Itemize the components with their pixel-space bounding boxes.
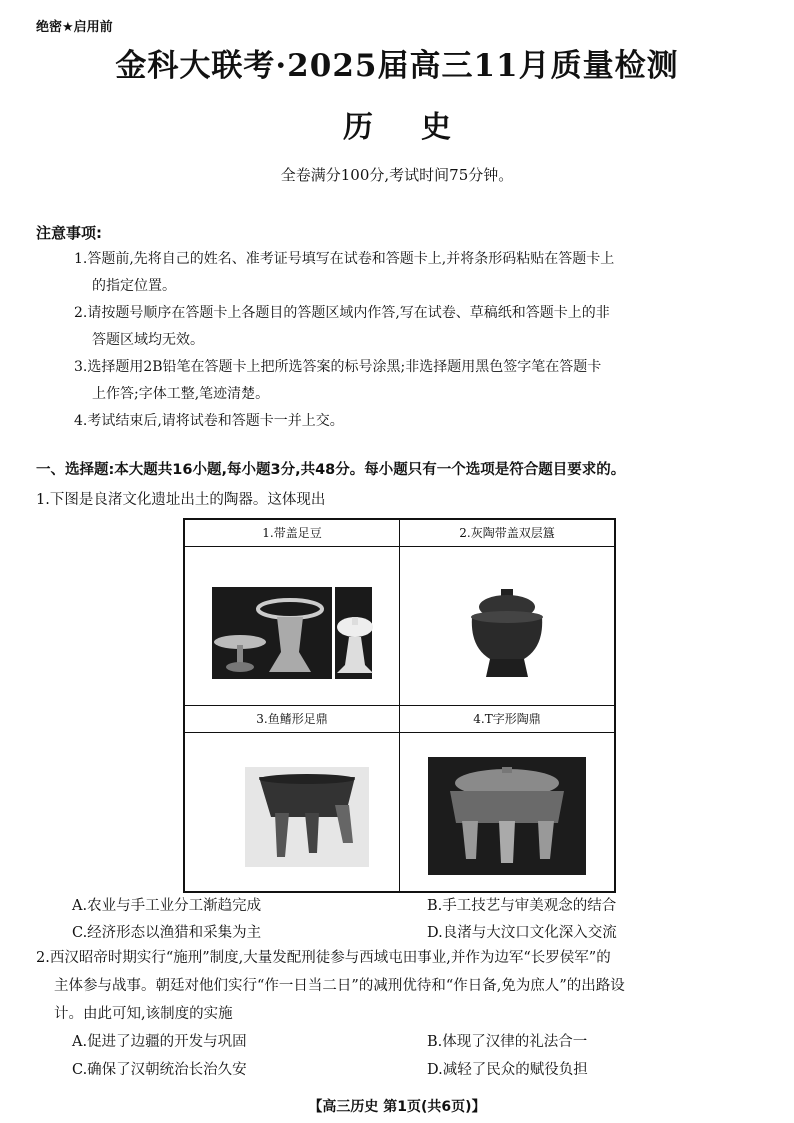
notice-item: 3.选择题用2B铅笔在答题卡上把所选答案的标号涂黑;非选择题用黑色签字笔在答题卡 [74, 359, 602, 375]
option-c[interactable]: C.确保了汉朝统治长治久安 [72, 1062, 247, 1078]
notice-item: 1.答题前,先将自己的姓名、准考证号填写在试卷和答题卡上,并将条形码粘贴在答题卡上 [74, 251, 615, 267]
pottery-image-dou [185, 547, 399, 705]
subject-title: 历史 [343, 110, 499, 145]
option-a[interactable]: A.农业与手工业分工渐趋完成 [72, 898, 262, 914]
question-1-options [72, 894, 762, 950]
confidential-label: 绝密★启用前 [36, 20, 113, 35]
question-2-stem [36, 944, 766, 1028]
question-2-options [72, 1030, 762, 1086]
figure-caption: 2.灰陶带盖双层簋 [400, 520, 614, 547]
page-footer: 【高三历史 第1页(共6页)】 [308, 1099, 486, 1115]
option-a[interactable]: A.促进了边疆的开发与巩固 [72, 1034, 247, 1050]
score-time-info: 全卷满分100分,考试时间75分钟。 [280, 166, 514, 184]
pottery-image-t-ding [400, 733, 614, 891]
exam-title: 金科大联考·2025届高三11月质量检测 [115, 48, 679, 84]
notice-item-cont: 上作答;字体工整,笔迹清楚。 [92, 386, 270, 402]
notice-list [74, 246, 764, 435]
option-d[interactable]: D.减轻了民众的赋役负担 [427, 1062, 588, 1078]
pottery-figure [183, 518, 616, 893]
notice-item-cont: 的指定位置。 [92, 278, 176, 294]
option-b[interactable]: B.手工技艺与审美观念的结合 [427, 898, 617, 914]
figure-caption: 4.T字形陶鼎 [400, 706, 614, 733]
notice-item-cont: 答题区域均无效。 [92, 332, 204, 348]
question-2-line: 主体参与战事。朝廷对他们实行“作一日当二日”的减刑优待和“作日备,免为庶人”的出路设 [54, 978, 625, 994]
question-2-line: 2.西汉昭帝时期实行“施刑”制度,大量发配刑徒参与西域屯田事业,并作为边军“长罗侯军”的 [36, 950, 611, 966]
figure-caption: 1.带盖足豆 [185, 520, 399, 547]
question-1-stem: 1.下图是良渚文化遗址出土的陶器。这体现出 [36, 492, 326, 508]
notice-heading: 注意事项: [36, 224, 102, 242]
question-2-line: 计。由此可知,该制度的实施 [54, 1006, 233, 1022]
pottery-image-fin-ding [185, 733, 399, 891]
notice-item: 4.考试结束后,请将试卷和答题卡一并上交。 [74, 413, 344, 429]
option-c[interactable]: C.经济形态以渔猎和采集为主 [72, 925, 262, 941]
figure-caption: 3.鱼鳍形足鼎 [185, 706, 399, 733]
notice-item: 2.请按题号顺序在答题卡上各题目的答题区域内作答,写在试卷、草稿纸和答题卡上的非 [74, 305, 610, 321]
section-heading: 一、选择题:本大题共16小题,每小题3分,共48分。每小题只有一个选项是符合题目要求的。 [36, 462, 626, 478]
option-d[interactable]: D.良渚与大汶口文化深入交流 [427, 925, 617, 941]
pottery-image-gui [400, 547, 614, 705]
option-b[interactable]: B.体现了汉律的礼法合一 [427, 1034, 588, 1050]
